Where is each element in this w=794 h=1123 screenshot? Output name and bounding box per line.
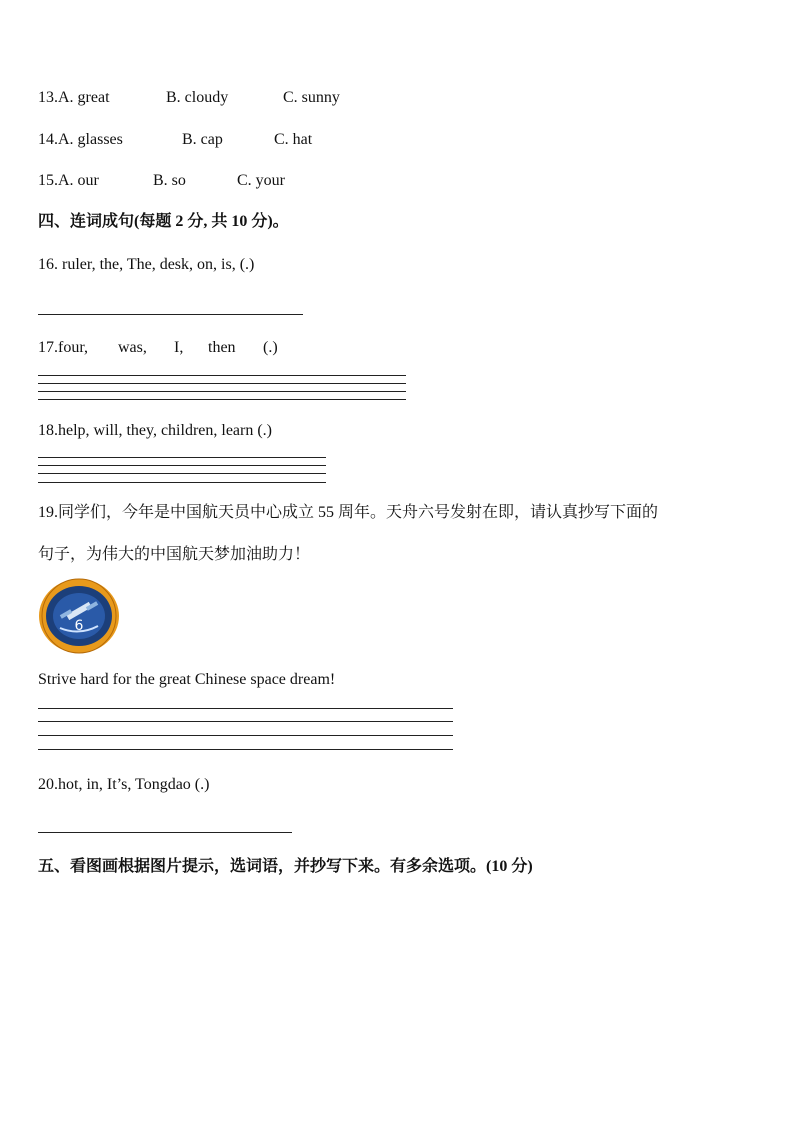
answer-line <box>38 832 292 833</box>
writing-line <box>38 735 453 736</box>
section-5-heading: 五、看图画根据图片提示，选词语，并抄写下来。有多余选项。(10 分) <box>38 858 533 875</box>
writing-line <box>38 465 326 466</box>
q17-word: 17.four, <box>38 339 89 356</box>
writing-line <box>38 749 453 750</box>
answer-line <box>38 314 303 315</box>
writing-line <box>38 457 326 458</box>
q15-option-b: B. so <box>153 172 186 189</box>
writing-line <box>38 383 406 384</box>
writing-line <box>38 473 326 474</box>
writing-line <box>38 721 453 722</box>
q17-word: (.) <box>263 339 278 356</box>
writing-line <box>38 482 326 483</box>
question-16: 16. ruler, the, The, desk, on, is, (.) <box>38 256 255 273</box>
q15-option-c: C. your <box>237 172 285 189</box>
question-19-line-2: 句子，为伟大的中国航天梦加油助力！ <box>38 546 311 563</box>
section-4-heading: 四、连词成句(每题 2 分, 共 10 分)。 <box>38 213 289 230</box>
question-18: 18.help, will, they, children, learn (.) <box>38 422 272 439</box>
q13-option-b: B. cloudy <box>166 89 229 106</box>
writing-line <box>38 375 406 376</box>
q14-option-c: C. hat <box>274 131 313 148</box>
svg-text:6: 6 <box>74 618 84 634</box>
q14-option-a: 14.A. glasses <box>38 131 123 148</box>
writing-line <box>38 391 406 392</box>
q17-word: then <box>208 339 236 356</box>
question-19-line-1: 19.同学们，今年是中国航天员中心成立 55 周年。天舟六号发射在即，请认真抄写下面的 <box>38 504 659 521</box>
q15-option-a: 15.A. our <box>38 172 99 189</box>
q13-option-a: 13.A. great <box>38 89 110 106</box>
writing-line <box>38 708 453 709</box>
copy-sentence: Strive hard for the great Chinese space dream! <box>38 671 336 688</box>
space-mission-emblem-icon <box>38 578 120 654</box>
q13-option-c: C. sunny <box>283 89 340 106</box>
writing-line <box>38 399 406 400</box>
question-20: 20.hot, in, It’s, Tongdao (.) <box>38 776 210 793</box>
q17-word: I, <box>174 339 184 356</box>
q17-word: was, <box>118 339 147 356</box>
q14-option-b: B. cap <box>182 131 223 148</box>
